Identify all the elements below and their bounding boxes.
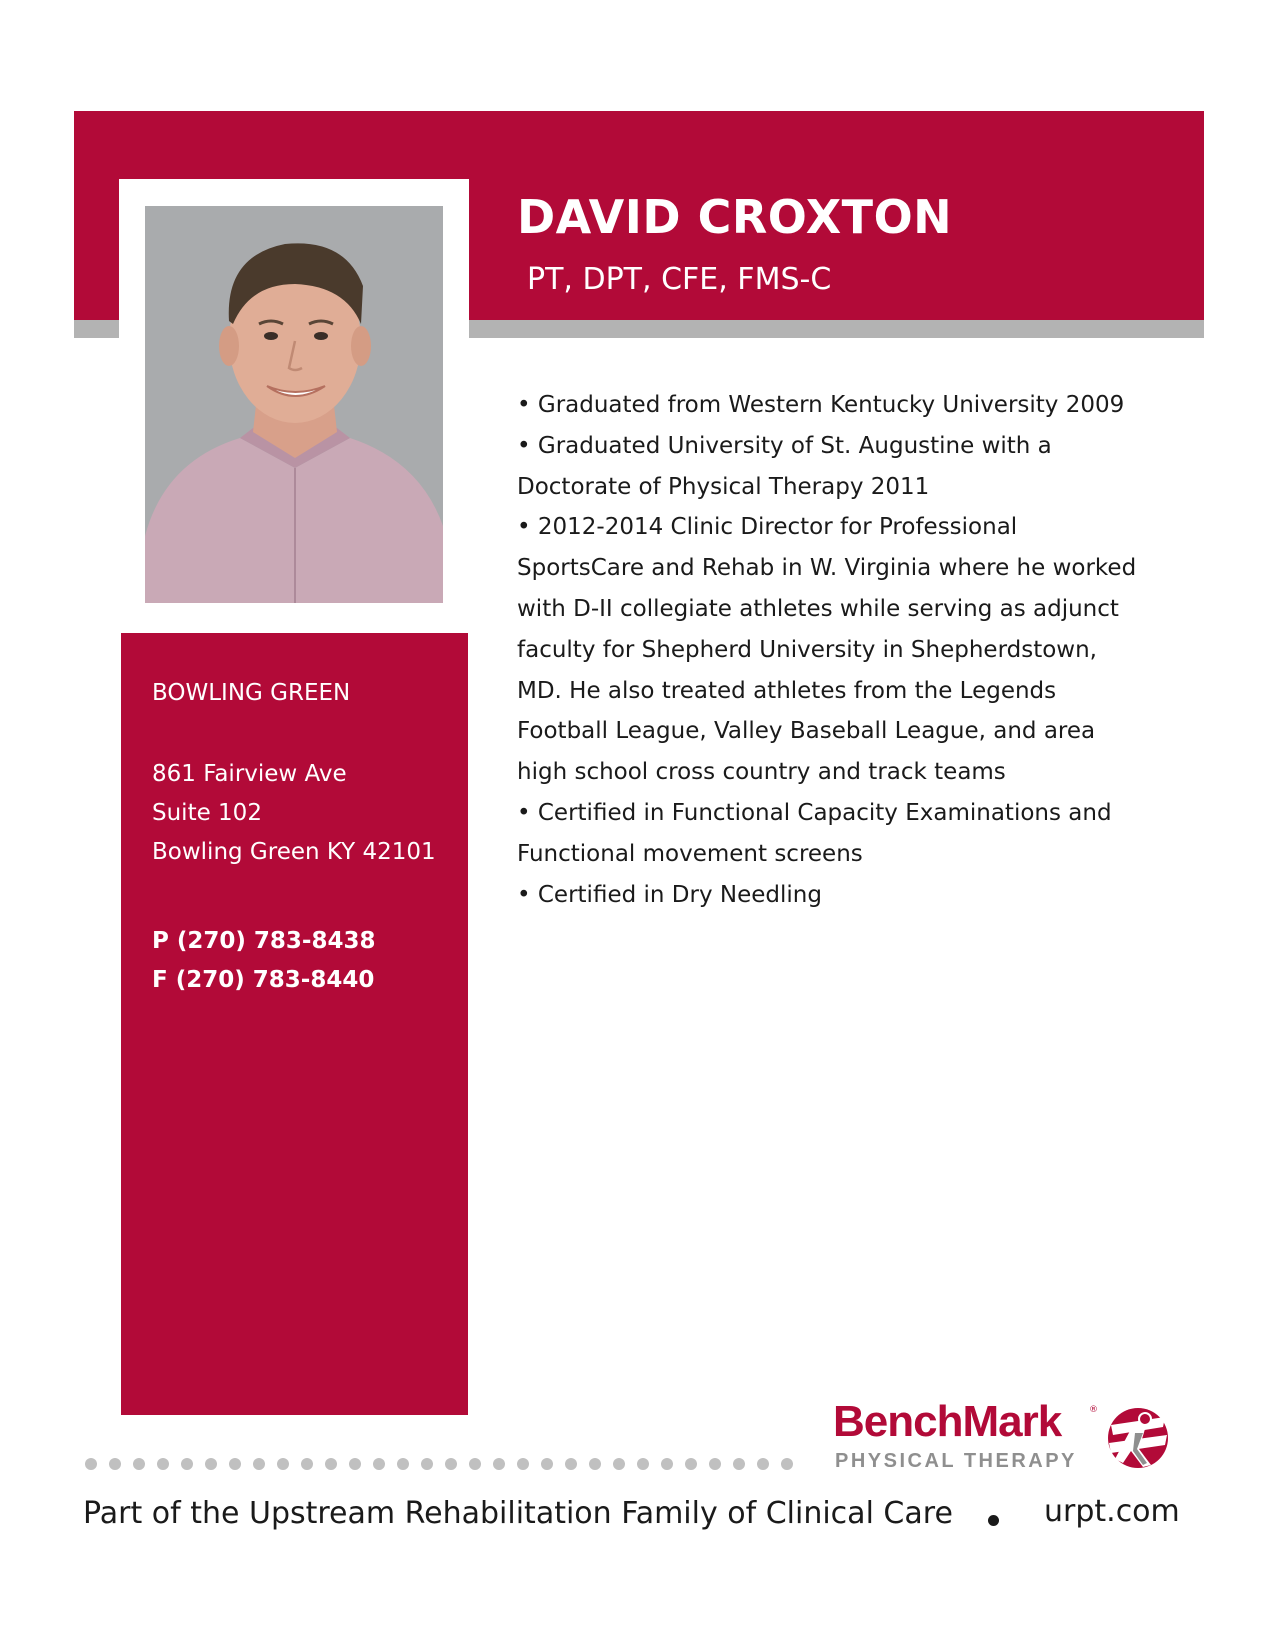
profile-credentials: PT, DPT, CFE, FMS-C (527, 262, 832, 297)
location-sidebar (121, 633, 468, 1415)
bio-item: • Certified in Dry Needling (517, 881, 822, 908)
bio-list (517, 385, 1137, 915)
phone-number: P (270) 783-8438 (152, 928, 376, 954)
logo-subtitle: PHYSICAL THERAPY (835, 1450, 1077, 1472)
footer (83, 1494, 1180, 1531)
address-line-3: Bowling Green KY 42101 (152, 839, 436, 865)
profile-photo (145, 206, 443, 603)
profile-name: DAVID CROXTON (517, 190, 953, 244)
bio-item: • 2012-2014 Clinic Director for Professional SportsCare and Rehab in W. Virginia where he worked with D-II collegiate athletes while serving as adjunct faculty for Shepherd University in Shepherdstown, MD. He also treated athletes from the Legends Football League, Valley Baseball League, and area high school cross country and track teams (517, 514, 1137, 786)
bio-item: • Certified in Functional Capacity Examinations and Functional movement screens (517, 799, 1112, 867)
address-line-2: Suite 102 (152, 800, 262, 826)
runner-logo-icon (1105, 1405, 1171, 1471)
logo-registered-mark: ® (1089, 1405, 1098, 1415)
logo-wordmark: BenchMark (833, 1397, 1062, 1446)
footer-tagline: Part of the Upstream Rehabilitation Family of Clinical Care (83, 1496, 953, 1531)
dot-divider (84, 1457, 814, 1471)
footer-url-link[interactable]: urpt.com (1044, 1494, 1180, 1529)
fax-number: F (270) 783-8440 (152, 967, 375, 993)
bio-item: • Graduated from Western Kentucky University 2009 (517, 392, 1125, 418)
location-name: BOWLING GREEN (152, 680, 351, 706)
benchmark-logo (833, 1397, 1173, 1485)
address-line-1: 861 Fairview Ave (152, 761, 347, 787)
bio-item: • Graduated University of St. Augustine with a Doctorate of Physical Therapy 2011 (517, 432, 1052, 500)
footer-separator-dot (988, 1515, 999, 1526)
